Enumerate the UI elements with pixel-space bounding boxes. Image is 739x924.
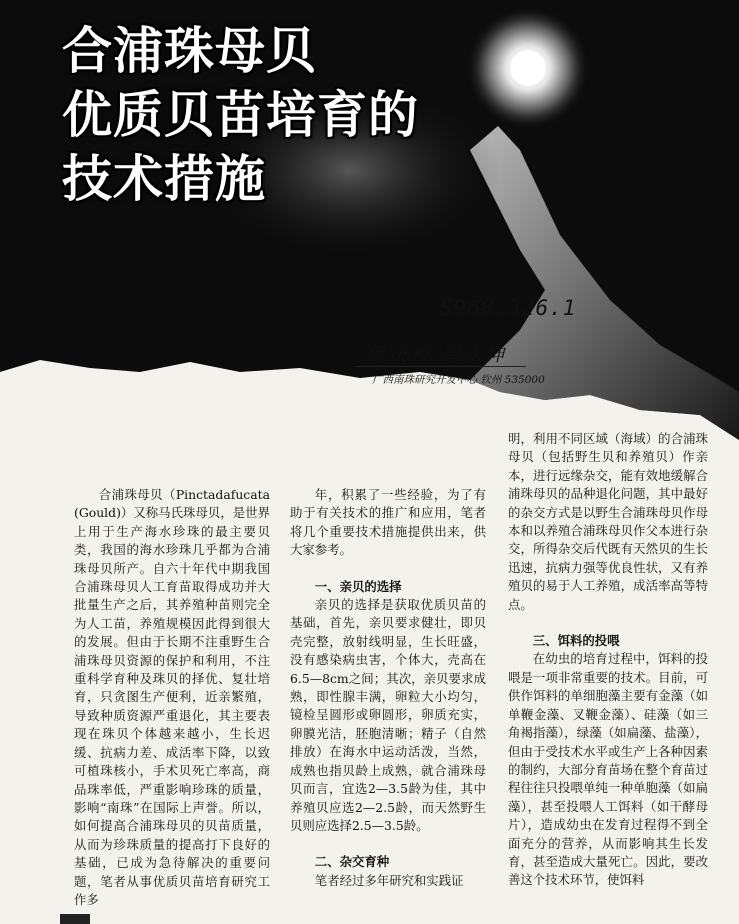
intro-paragraph: 合浦珠母贝（Pinctadafucata (Gould)）又称马氏珠母贝，是世界上用于生产海水珍珠的最主要贝类，我国的海水珍珠几乎都为合浦珠母贝所产。自六十年代中期我国合浦珠母贝人工育苗取得成功并大批量生产之后，其养殖种苗则完全为人工苗，养殖规模因此得到很大的发展。但由于长期不注重野生合浦珠母贝资源的保护和利用，不注重科学育种及珠贝的择优、复壮培育，只贪图生产便利，近亲繁殖，导致种质资源严重退化，其主要表现在珠贝个体越来越小，生长迟缓、抗病力差、成活率下降，以致可植珠核小，手术贝死亡率高，商品珠率低，严重影响珍珠的质量，影响“南珠”在国际上声誉。所以，如何提高合浦珠母贝的贝苗质量，从而为珍珠质量的提高打下良好的基础，已成为急待解决的重要问题，笔者从事优质贝苗培育研究工作多 [74, 487, 270, 907]
section-heading-2: 二、杂交育种 [314, 854, 390, 870]
intro-continuation: 年，积累了一些经验，为了有助于有关技术的推广和应用，笔者将几个重要技术措施提供出来，供大家参考。 [290, 487, 486, 558]
moon [510, 50, 546, 86]
section-heading-1: 一、亲贝的选择 [314, 578, 402, 594]
title-line-3: 技术措施 [62, 150, 266, 208]
text-column-2 [290, 486, 486, 890]
affiliation: 广西南珠研究开发中心 钦州 535000 [372, 374, 545, 386]
section-1-paragraph: 亲贝的选择是获取优质贝苗的基础，首先，亲贝要求健壮，即贝壳完整，放射线明显，生长旺盛，没有感染病虫害，个体大，壳高在6.5—8cm之间；其次，亲贝要求成熟，即性腺丰满，卵粒大小均匀，镜检呈圆形或卵圆形，卵质充实，卵膜光洁，胚胞清晰；精子（自然排放）在海水中运动活泼，当然，成熟也指贝龄上成熟，就合浦珠母贝而言，宜选2—3.5龄为佳，其中养殖贝应选2—2.5龄，而天然野生贝则应选择2.5—3.5龄。 [290, 597, 486, 833]
section-2-continuation: 明，利用不同区域（海域）的合浦珠母贝（包括野生贝和养殖贝）作亲本，进行远缘杂交，能有效地缓解合浦珠母贝的品种退化问题，其中最好的杂交方式是以野生合浦珠母贝作母本和以养殖合浦珠母贝作父本进行杂交，所得杂交后代既有天然贝的生长迅速，抗病力强等优良性状，又有养殖贝的易于人工养殖，成活率高等特点。 [508, 431, 708, 612]
title-line-1: 合浦珠母贝 [62, 22, 317, 80]
handwritten-call-number: S968.326.1 [440, 296, 577, 320]
authors-underline [356, 366, 526, 367]
section-heading-3: 三、饵料的投喂 [532, 633, 620, 649]
section-2-paragraph: 笔者经过多年研究和实践证 [314, 872, 464, 888]
section-3-paragraph: 在幼虫的培育过程中，饵料的投喂是一项非常重要的技术。目前，可供作饵料的单细胞藻主要有金藻（如单鞭金藻、叉鞭金藻）、硅藻（如三角褐指藻），绿藻（如扁藻、盐藻），但由于受技术水平或生产上各种因素的制约，大部分育苗场在整个育苗过程往往只投喂单纯一种单胞藻（如扁藻），甚至投喂人工饵料（如干酵母片），造成幼虫在发育过程得不到全面充分的营养，从而影响其生长发育，甚至造成大量死亡。因此，要改善这个技术环节，使饵料 [508, 651, 708, 888]
authors: 何庆权 周永坤 [366, 344, 508, 366]
text-column-3 [508, 430, 708, 890]
page-edge-mark [60, 914, 90, 924]
text-column-1 [74, 486, 270, 909]
title-line-2: 优质贝苗培育的 [62, 86, 419, 144]
